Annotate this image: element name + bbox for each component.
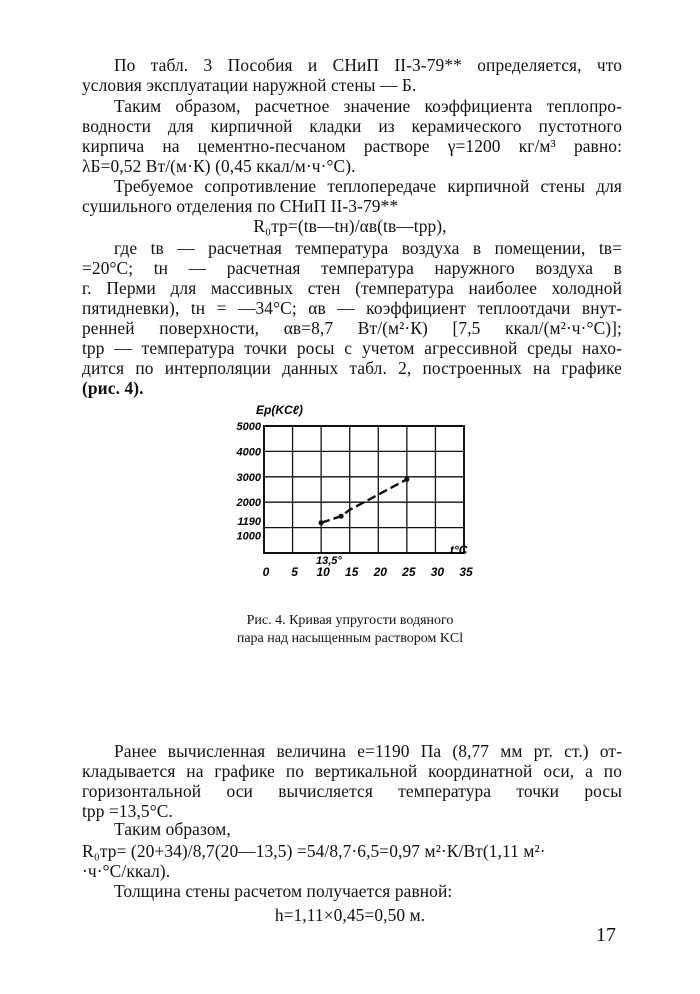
x-tick-label: 10 <box>316 565 330 579</box>
chart-frame <box>264 426 464 553</box>
x-tick-label: 30 <box>430 565 445 579</box>
y-tick-label: 5000 <box>236 421 261 433</box>
text-line: водности для кирпичной кладки из керамического пустотного <box>82 116 622 136</box>
chart-x-ticks <box>263 565 473 579</box>
text-line: ренней поверхности, αв=8,7 Вт/(м²·К) [7,5 ккал/(м²·ч·°С)]; <box>82 318 622 338</box>
figure-reference: (рис. 4). <box>82 378 144 398</box>
chart-data-point <box>339 514 344 519</box>
x-tick-label: 15 <box>345 565 359 579</box>
text-line: кладывается на графике по вертикальной координатной оси, а по <box>82 761 622 781</box>
y-tick-label: 1190 <box>237 515 261 528</box>
text-line: Ранее вычисленная величина e=1190 Па (8,77 мм рт. ст.) от- <box>114 741 622 761</box>
chart-y-label: Ep(KCℓ) <box>256 403 303 417</box>
chart-x-marker: 13,5° <box>316 555 342 567</box>
text-line: По табл. 3 Пособия и СНиП II-3-79** определяется, что <box>114 55 622 75</box>
text-line: Таким образом, расчетное значение коэффициента теплопро- <box>114 96 622 116</box>
y-tick-label: 3000 <box>236 471 261 484</box>
formula-rtr-result: R₀тр= (20+34)/8,7(20—13,5) =54/8,7·6,5=0,97 м²·К/Вт(1,11 м²· <box>82 841 546 861</box>
chart-data-point <box>319 520 324 525</box>
chart-series-line <box>321 479 407 522</box>
figure-caption-line1: Рис. 4. Кривая упругости водяного <box>246 613 454 628</box>
text-line: λБ=0,52 Вт/(м·К) (0,45 ккал/м·ч·°С). <box>82 156 356 176</box>
formula-rtr: R₀тр=(tв—tн)/αв(tв—tрр), <box>253 216 447 236</box>
chart-data-point <box>404 477 409 482</box>
text-line: tрр =13,5°С. <box>82 801 173 821</box>
page-number: 17 <box>596 924 616 946</box>
x-tick-label: 5 <box>291 565 298 579</box>
text-line: Таким образом, <box>114 819 231 839</box>
chart-curve <box>319 477 410 526</box>
vapor-pressure-chart <box>228 392 488 592</box>
text-line: сушильного отделения по СНиП II-3-79** <box>82 196 399 216</box>
formula-thickness: h=1,11×0,45=0,50 м. <box>274 905 426 925</box>
text-line: пятидневки), tн = —34°С; αв — коэффициент теплоотдачи внут- <box>82 298 622 318</box>
text-line: условия эксплуатации наружной стены — Б. <box>82 75 417 95</box>
y-tick-label: 4000 <box>236 446 261 459</box>
text-line: кирпича на цементно-песчаном растворе γ=1200 кг/м³ равно: <box>82 136 622 156</box>
x-tick-label: 20 <box>373 565 387 579</box>
chart-y-ticks <box>236 421 262 543</box>
y-tick-label: 2000 <box>236 497 261 510</box>
text-line: =20°С; tн — расчетная температура наружного воздуха в <box>82 258 622 278</box>
figure-caption-line2: пара над насыщенным раствором KCl <box>236 631 464 646</box>
text-line: ·ч·°С/ккал). <box>82 861 171 881</box>
text-line: Требуемое сопротивление теплопередаче кирпичной стены для <box>114 176 622 196</box>
x-tick-label: 0 <box>262 565 270 579</box>
text-line: Толщина стены расчетом получается равной: <box>114 881 453 901</box>
text-line: где tв — расчетная температура воздуха в помещении, tв= <box>114 238 622 258</box>
text-line: горизонтальной оси вычисляется температура точки росы <box>82 781 622 801</box>
text-line: дится по интерполяции данных табл. 2, построенных на графике <box>82 358 622 378</box>
chart-grid <box>264 426 464 553</box>
y-tick-label: 1000 <box>236 530 261 543</box>
x-tick-label: 25 <box>402 565 416 579</box>
x-tick-label: 35 <box>459 565 473 579</box>
text-line: г. Перми для массивных стен (температура наиболее холодной <box>82 278 622 298</box>
chart-x-label: t°C <box>450 543 468 557</box>
text-line: tрр — температура точки росы с учетом агрессивной среды нахо- <box>82 338 622 358</box>
